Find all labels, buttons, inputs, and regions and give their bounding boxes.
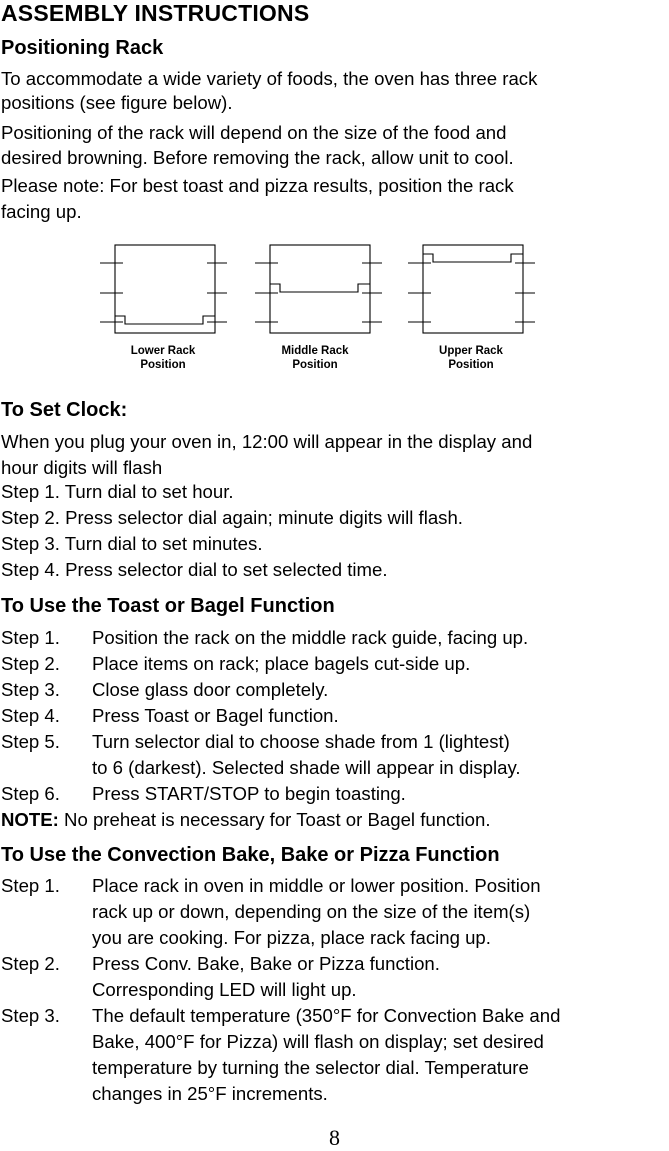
clock-steps <box>1 479 669 583</box>
step-label: Step 3. <box>1 1005 60 1026</box>
positioning-heading: Positioning Rack <box>1 37 164 59</box>
convection-step-continued <box>1 977 669 1003</box>
step-text: The default temperature (350°F for Convection Bake and <box>92 1005 561 1026</box>
toast-step <box>1 651 669 677</box>
step-label: Step 5. <box>1 731 60 752</box>
clock-heading: To Set Clock: <box>1 399 128 421</box>
lower-rack-diagram <box>100 245 227 333</box>
convection-step-continued <box>1 899 669 925</box>
step-text: Place rack in oven in middle or lower position. Position <box>92 875 541 896</box>
step-label: Step 1. <box>1 627 60 648</box>
step-text: Turn selector dial to choose shade from 1 (lightest) <box>92 731 510 752</box>
upper-rack-caption <box>411 344 531 372</box>
note-label: NOTE: <box>1 809 59 830</box>
page-title: ASSEMBLY INSTRUCTIONS <box>1 0 310 26</box>
step-text: Place items on rack; place bagels cut-side up. <box>92 653 471 674</box>
toast-step <box>1 781 669 807</box>
convection-step-continued <box>1 1029 669 1055</box>
toast-step <box>1 677 669 703</box>
step-text: Bake, 400°F for Pizza) will flash on display; set desired <box>92 1031 544 1052</box>
middle-rack-caption <box>255 344 375 372</box>
step-label: Step 1. <box>1 875 60 896</box>
step-text: rack up or down, depending on the size of the item(s) <box>92 901 531 922</box>
step-text: Position the rack on the middle rack guide, facing up. <box>92 627 529 648</box>
positioning-para1-line2: positions (see figure below). <box>1 92 233 113</box>
toast-step-continued <box>1 755 669 781</box>
step-text: you are cooking. For pizza, place rack facing up. <box>92 927 491 948</box>
convection-steps <box>1 873 669 1107</box>
note-text: No preheat is necessary for Toast or Bagel function. <box>58 809 491 830</box>
convection-step-continued <box>1 1081 669 1107</box>
step-label: Step 6. <box>1 783 60 804</box>
step-text: Close glass door completely. <box>92 679 329 700</box>
rack-position-figure <box>95 238 545 378</box>
convection-step <box>1 1003 669 1029</box>
toast-heading: To Use the Toast or Bagel Function <box>1 595 335 617</box>
caption-line: Position <box>140 359 186 371</box>
step-text: to 6 (darkest). Selected shade will appear in display. <box>92 757 521 778</box>
step-label: Step 2. <box>1 653 60 674</box>
convection-step <box>1 873 669 899</box>
step-text: changes in 25°F increments. <box>92 1083 328 1104</box>
positioning-para3-line1: Please note: For best toast and pizza results, position the rack <box>1 175 514 196</box>
upper-rack-diagram <box>408 245 535 333</box>
lower-rack-caption <box>103 344 223 372</box>
step-label: Step 4. <box>1 705 60 726</box>
caption-line: Middle Rack <box>281 345 349 357</box>
clock-intro-line1: When you plug your oven in, 12:00 will appear in the display and <box>1 431 533 452</box>
step-label: Step 3. <box>1 679 60 700</box>
clock-step: Step 3. Turn dial to set minutes. <box>1 533 263 554</box>
step-text: Press Toast or Bagel function. <box>92 705 339 726</box>
clock-step: Step 4. Press selector dial to set selected time. <box>1 559 388 580</box>
toast-steps <box>1 625 669 833</box>
step-text: Press Conv. Bake, Bake or Pizza function. <box>92 953 440 974</box>
page-number: 8 <box>329 1125 340 1150</box>
convection-step-continued <box>1 925 669 951</box>
step-text: temperature by turning the selector dial. Temperature <box>92 1057 529 1078</box>
caption-line: Position <box>292 359 338 371</box>
convection-heading: To Use the Convection Bake, Bake or Pizza Function <box>1 844 500 866</box>
convection-step-continued <box>1 1055 669 1081</box>
step-text: Corresponding LED will light up. <box>92 979 357 1000</box>
rack-diagrams <box>95 238 545 342</box>
positioning-para2-line1: Positioning of the rack will depend on the size of the food and <box>1 122 507 143</box>
step-text: Press START/STOP to begin toasting. <box>92 783 406 804</box>
clock-step: Step 2. Press selector dial again; minute digits will flash. <box>1 507 463 528</box>
positioning-para2-line2: desired browning. Before removing the rack, allow unit to cool. <box>1 147 514 168</box>
positioning-para3-line2: facing up. <box>1 201 82 222</box>
clock-step: Step 1. Turn dial to set hour. <box>1 481 234 502</box>
toast-step <box>1 703 669 729</box>
positioning-para1-line1: To accommodate a wide variety of foods, the oven has three rack <box>1 68 538 89</box>
toast-step <box>1 625 669 651</box>
convection-step <box>1 951 669 977</box>
middle-rack-diagram <box>255 245 382 333</box>
toast-note <box>1 807 669 833</box>
clock-intro-line2: hour digits will flash <box>1 457 163 478</box>
caption-line: Position <box>448 359 494 371</box>
toast-step <box>1 729 669 755</box>
step-label: Step 2. <box>1 953 60 974</box>
caption-line: Upper Rack <box>439 345 503 357</box>
caption-line: Lower Rack <box>130 345 196 357</box>
